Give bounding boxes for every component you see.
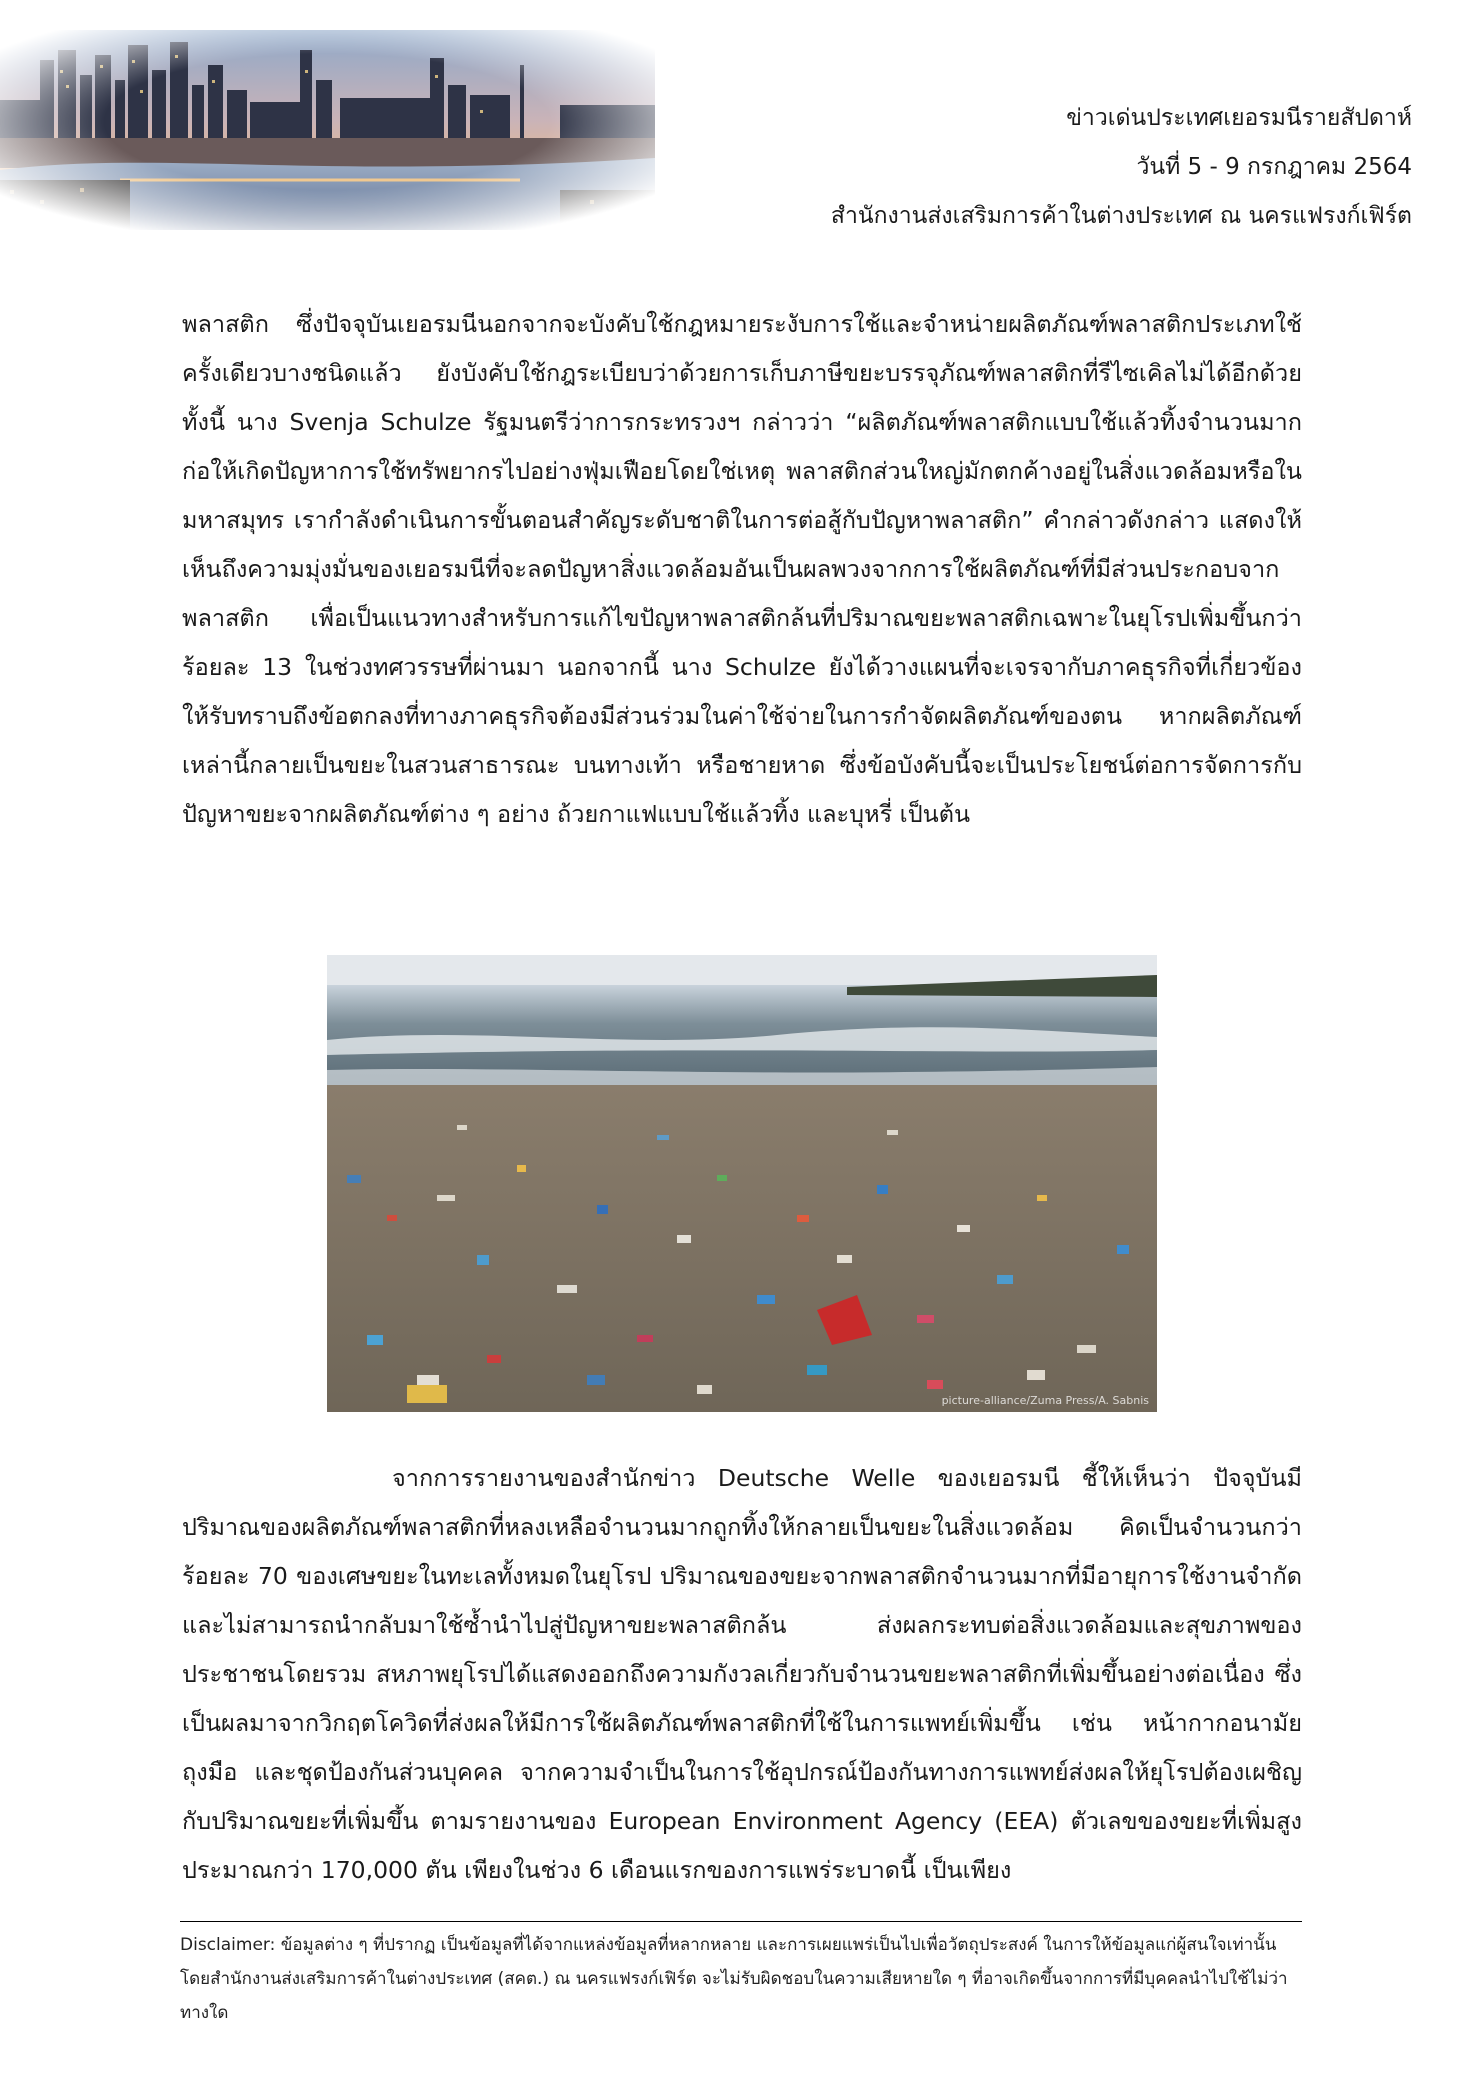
newsletter-header <box>831 94 1412 241</box>
paragraph-text: จากการรายงานของสำนักข่าว Deutsche Welle ของเยอรมนี ชี้ให้เห็นว่า ปัจจุบันมีปริมาณของผลิตภัณฑ์พลาสติกที่หลงเหลือจำนวนมากถูกทิ้งให้กลายเป็นขยะในสิ่งแวดล้อม คิดเป็นจำนวนกว่าร้อยละ 70 ของเศษขยะในทะเลทั้งหมดในยุโรป ปริมาณของขยะจากพลาสติกจำนวนมากที่มีอายุการใช้งานจำกัดและไม่สามารถนำกลับมาใช้ซ้ำนำไปสู่ปัญหาขยะพลาสติกล้น ส่งผลกระทบต่อสิ่งแวดล้อมและสุขภาพของประชาชนโดยรวม สหภาพยุโรปได้แสดงออกถึงความกังวลเกี่ยวกับจำนวนขยะพลาสติกที่เพิ่มขึ้นอย่างต่อเนื่อง ซึ่งเป็นผลมาจากวิกฤตโควิดที่ส่งผลให้มีการใช้ผลิตภัณฑ์พลาสติกที่ใช้ในการแพทย์เพิ่มขึ้น เช่น หน้ากากอนามัย ถุงมือ และชุดป้องกันส่วนบุคคล จากความจำเป็นในการใช้อุปกรณ์ป้องกันทางการแพทย์ส่งผลให้ยุโรปต้องเผชิญกับปริมาณขยะที่เพิ่มขึ้น ตามรายงานของ European Environment Agency (EEA) ตัวเลขของขยะที่เพิ่มสูงประมาณกว่า 170,000 ตัน เพียงในช่วง 6 เดือนแรกของการแพร่ระบาดนี้ เป็นเพียง <box>182 1464 1302 1884</box>
newsletter-date: วันที่ 5 - 9 กรกฎาคม 2564 <box>1136 154 1412 180</box>
article-paragraph-1 <box>182 300 1302 839</box>
plastic-beach-photo <box>327 955 1157 1412</box>
newsletter-office: สำนักงานส่งเสริมการค้าในต่างประเทศ ณ นครแฟรงก์เฟิร์ต <box>830 203 1412 229</box>
frankfurt-skyline-photo <box>0 30 655 230</box>
footer-divider <box>180 1921 1302 1922</box>
article-paragraph-2 <box>182 1454 1302 1895</box>
paragraph-text: พลาสติก ซึ่งปัจจุบันเยอรมนีนอกจากจะบังคับใช้กฎหมายระงับการใช้และจำหน่ายผลิตภัณฑ์พลาสติกประเภทใช้ครั้งเดียวบางชนิดแล้ว ยังบังคับใช้กฎระเบียบว่าด้วยการเก็บภาษีขยะบรรจุภัณฑ์พลาสติกที่รีไซเคิลไม่ได้อีกด้วย ทั้งนี้ นาง Svenja Schulze รัฐมนตรีว่าการกระทรวงฯ กล่าวว่า “ผลิตภัณฑ์พลาสติกแบบใช้แล้วทิ้งจำนวนมากก่อให้เกิดปัญหาการใช้ทรัพยากรไปอย่างฟุ่มเฟือยโดยใช่เหตุ พลาสติกส่วนใหญ่มักตกค้างอยู่ในสิ่งแวดล้อมหรือในมหาสมุทร เรากำลังดำเนินการขั้นตอนสำคัญระดับชาติในการต่อสู้กับปัญหาพลาสติก” คำกล่าวดังกล่าว แสดงให้เห็นถึงความมุ่งมั่นของเยอรมนีที่จะลดปัญหาสิ่งแวดล้อมอันเป็นผลพวงจากการใช้ผลิตภัณฑ์ที่มีส่วนประกอบจากพลาสติก เพื่อเป็นแนวทางสำหรับการแก้ไขปัญหาพลาสติกล้นที่ปริมาณขยะพลาสติกเฉพาะในยุโรปเพิ่มขึ้นกว่าร้อยละ 13 ในช่วงทศวรรษที่ผ่านมา นอกจากนี้ นาง Schulze ยังได้วางแผนที่จะเจรจากับภาคธุรกิจที่เกี่ยวข้อง ให้รับทราบถึงข้อตกลงที่ทางภาคธุรกิจต้องมีส่วนร่วมในค่าใช้จ่ายในการกำจัดผลิตภัณฑ์ของตน หากผลิตภัณฑ์เหล่านี้กลายเป็นขยะในสวนสาธารณะ บนทางเท้า หรือชายหาด ซึ่งข้อบังคับนี้จะเป็นประโยชน์ต่อการจัดการกับปัญหาขยะจากผลิตภัณฑ์ต่าง ๆ อย่าง ถ้วยกาแฟแบบใช้แล้วทิ้ง และบุหรี่ เป็นต้น <box>182 310 1302 828</box>
disclaimer: Disclaimer: ข้อมูลต่าง ๆ ที่ปรากฏ เป็นข้อมูลที่ได้จากแหล่งข้อมูลที่หลากหลาย และการเผยแพร่เป็นไปเพื่อวัตถุประสงค์ ในการให้ข้อมูลแก่ผู้สนใจเท่านั้น โดยสำนักงานส่งเสริมการค้าในต่างประเทศ (สคต.) ณ นครแฟรงก์เฟิร์ต จะไม่รับผิดชอบในความเสียหายใด ๆ ที่อาจเกิดขึ้นจากการที่มีบุคคลนำไปใช้ไม่ว่าทางใด <box>180 1935 1288 2023</box>
photo-credit: picture-alliance/Zuma Press/A. Sabnis <box>941 1394 1149 1407</box>
newsletter-title: ข่าวเด่นประเทศเยอรมนีรายสัปดาห์ <box>1066 105 1412 131</box>
